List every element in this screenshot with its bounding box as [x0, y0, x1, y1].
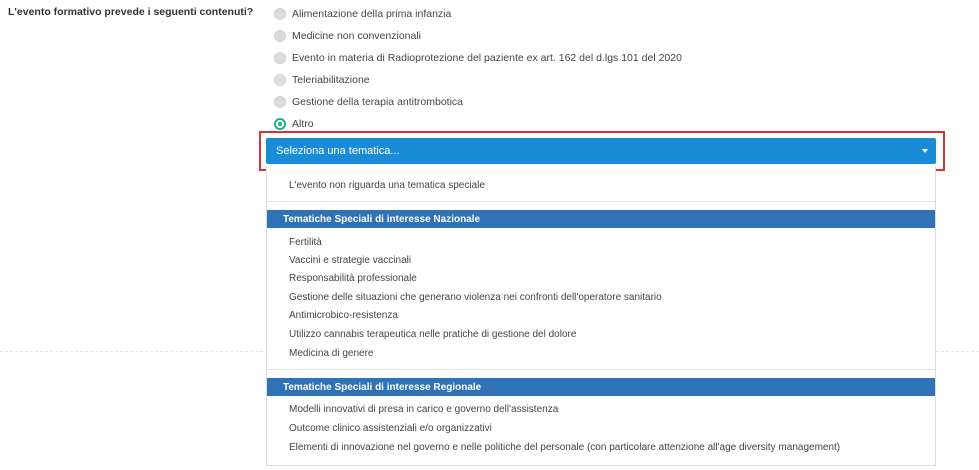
dropdown-option[interactable]: L'evento non riguarda una tematica speciale	[289, 180, 485, 191]
dropdown-option[interactable]: Antimicrobico-resistenza	[289, 310, 398, 321]
dropdown-option[interactable]: Fertilità	[289, 237, 322, 248]
dropdown-option[interactable]: Elementi di innovazione nel governo e nelle politiche del personale (con particolare attenzione all'age diversity management)	[289, 442, 841, 453]
radio-button[interactable]	[274, 8, 286, 20]
radio-button[interactable]	[274, 96, 286, 108]
radio-button[interactable]	[274, 74, 286, 86]
radio-label: Altro	[292, 118, 314, 130]
radio-button[interactable]	[274, 30, 286, 42]
radio-button-checked[interactable]	[274, 118, 286, 130]
group-header-regionale: Tematiche Speciali di interesse Regionale	[267, 378, 935, 396]
radio-label: Gestione della terapia antitrombotica	[292, 96, 464, 108]
radio-option[interactable]	[274, 3, 682, 25]
radio-button[interactable]	[274, 52, 286, 64]
radio-label: Medicine non convenzionali	[292, 30, 421, 42]
caret-down-icon[interactable]	[922, 149, 928, 153]
dropdown-option[interactable]: Outcome clinico assistenziali e/o organizzativi	[289, 423, 492, 434]
dropdown-option[interactable]: Vaccini e strategie vaccinali	[289, 255, 412, 266]
dropdown-option[interactable]: Modelli innovativi di presa in carico e governo dell'assistenza	[289, 404, 559, 415]
content-radio-group	[274, 3, 682, 135]
dropdown-option[interactable]: Responsabilità professionale	[289, 273, 417, 284]
dropdown-divider	[267, 201, 935, 202]
radio-label: Teleriabilitazione	[292, 74, 370, 86]
tematica-dropdown-list	[266, 166, 936, 466]
dropdown-option[interactable]: Medicina di genere	[289, 348, 374, 359]
radio-option[interactable]	[274, 47, 682, 69]
radio-label: Alimentazione della prima infanzia	[292, 8, 452, 20]
radio-label: Evento in materia di Radioprotezione del paziente ex art. 162 del d.lgs 101 del 2020	[292, 52, 682, 64]
group-header-nazionale: Tematiche Speciali di interesse Nazionale	[267, 210, 935, 228]
radio-option[interactable]	[274, 91, 682, 113]
select-placeholder: Seleziona una tematica...	[276, 145, 400, 157]
dropdown-option[interactable]: Utilizzo cannabis terapeutica nelle pratiche di gestione del dolore	[289, 329, 577, 340]
dropdown-option[interactable]: Gestione delle situazioni che generano violenza nei confronti dell'operatore sanitario	[289, 292, 662, 303]
dropdown-divider	[267, 369, 935, 370]
tematica-select[interactable]	[266, 138, 936, 164]
radio-option[interactable]	[274, 69, 682, 91]
question-label: L'evento formativo prevede i seguenti contenuti?	[8, 6, 254, 18]
radio-option[interactable]	[274, 25, 682, 47]
